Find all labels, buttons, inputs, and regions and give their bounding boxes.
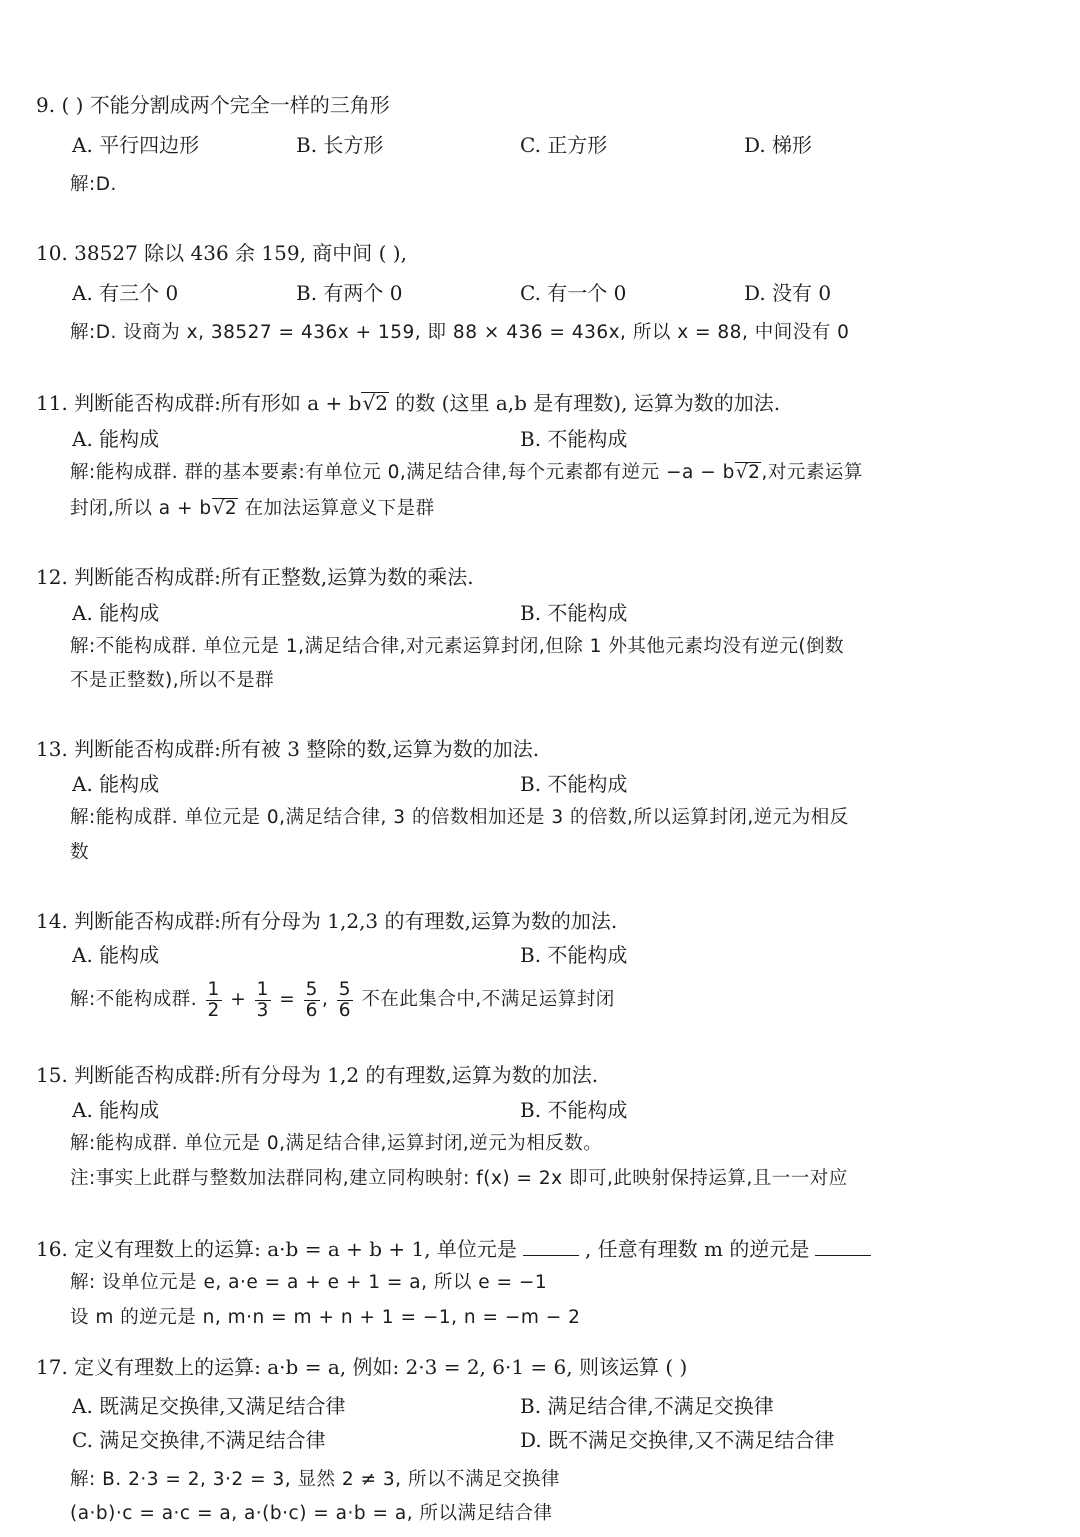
question-17-option-b: B. 满足结合律,不满足交换律 xyxy=(520,1394,774,1418)
numerator: 1 xyxy=(256,978,269,1000)
fraction-one-third xyxy=(255,980,271,1021)
sqrt-symbol: √2 xyxy=(735,462,761,483)
question-12-option-b: B. 不能构成 xyxy=(520,601,628,625)
question-17-option-c: C. 满足交换律,不满足结合律 xyxy=(72,1428,326,1452)
answer-blank-2 xyxy=(815,1237,871,1256)
solution-text: 解:能构成群. 群的基本要素:有单位元 0,满足结合律,每个元素都有逆元 −a − b xyxy=(70,462,735,483)
question-10-option-a: A. 有三个 0 xyxy=(72,281,179,305)
question-15-solution: 解:能构成群. 单位元是 0,满足结合律,运算封闭,逆元为相反数。 xyxy=(70,1133,603,1154)
sqrt-symbol: √2 xyxy=(212,498,238,519)
question-14-option-a: A. 能构成 xyxy=(72,943,160,967)
sqrt-radicand: 2 xyxy=(748,462,761,483)
question-14-stem: 14. 判断能否构成群:所有分母为 1,2,3 的有理数,运算为数的加法. xyxy=(36,909,618,933)
question-16-stem xyxy=(36,1234,877,1264)
answer-blank-1 xyxy=(523,1237,579,1256)
sqrt-radicand: 2 xyxy=(224,498,238,519)
numerator: 1 xyxy=(207,978,220,1000)
denominator: 3 xyxy=(256,999,269,1021)
plus-sign: + xyxy=(230,989,247,1010)
question-12-solution-line-1: 解:不能构成群. 单位元是 1,满足结合律,对元素运算封闭,但除 1 外其他元素均没有逆元(倒数 xyxy=(70,636,845,657)
question-14-solution xyxy=(70,978,615,1022)
question-15-note: 注:事实上此群与整数加法群同构,建立同构映射: f(x) = 2x 即可,此映射保持运算,且一一对应 xyxy=(70,1168,848,1189)
question-16-solution-line-2: 设 m 的逆元是 n, m·n = m + n + 1 = −1, n = −m − 2 xyxy=(70,1307,581,1328)
fraction-five-sixths xyxy=(304,980,320,1021)
denominator: 6 xyxy=(305,999,318,1021)
question-9-option-b: B. 长方形 xyxy=(296,133,384,157)
question-15-stem: 15. 判断能否构成群:所有分母为 1,2 的有理数,运算为数的加法. xyxy=(36,1063,599,1087)
question-16-stem-part-b: , 任意有理数 m 的逆元是 xyxy=(584,1237,810,1261)
question-16-stem-part-a: 16. 定义有理数上的运算: a·b = a + b + 1, 单位元是 xyxy=(36,1237,517,1261)
question-9-stem: 9. ( ) 不能分割成两个完全一样的三角形 xyxy=(36,93,390,117)
numerator: 5 xyxy=(338,978,352,1000)
question-13-option-a: A. 能构成 xyxy=(72,772,160,796)
question-17-solution-line-2: (a·b)·c = a·c = a, a·(b·c) = a·b = a, 所以满足结合律 xyxy=(70,1503,553,1524)
question-11-solution-line-2 xyxy=(70,494,435,524)
question-11-stem-part-a: 11. 判断能否构成群:所有形如 a + b xyxy=(36,391,362,415)
question-9-solution: 解:D. xyxy=(70,174,117,195)
fraction-one-half xyxy=(206,980,222,1021)
solution-text: 封闭,所以 a + b xyxy=(70,498,212,519)
question-13-stem: 13. 判断能否构成群:所有被 3 整除的数,运算为数的加法. xyxy=(36,737,540,761)
question-10-option-b: B. 有两个 0 xyxy=(296,281,403,305)
sqrt-radicand: 2 xyxy=(375,391,388,415)
sqrt-symbol: √2 xyxy=(362,391,388,415)
question-17-stem: 17. 定义有理数上的运算: a·b = a, 例如: 2·3 = 2, 6·1 = 6, 则该运算 ( ) xyxy=(36,1355,688,1379)
question-13-solution-line-2: 数 xyxy=(70,842,90,863)
comma: , xyxy=(321,989,329,1010)
question-15-option-a: A. 能构成 xyxy=(72,1098,160,1122)
question-10-solution: 解:D. 设商为 x, 38527 = 436x + 159, 即 88 × 436 = 436x, 所以 x = 88, 中间没有 0 xyxy=(70,322,850,343)
denominator: 6 xyxy=(338,999,352,1021)
question-15-option-b: B. 不能构成 xyxy=(520,1098,628,1122)
solution-text: 解:不能构成群. xyxy=(70,989,198,1010)
question-11-stem xyxy=(36,388,780,418)
question-9-option-d: D. 梯形 xyxy=(744,133,813,157)
question-12-option-a: A. 能构成 xyxy=(72,601,160,625)
solution-text: ,对元素运算 xyxy=(761,462,863,483)
equals-sign: = xyxy=(279,989,296,1010)
question-11-option-b: B. 不能构成 xyxy=(520,427,628,451)
denominator: 2 xyxy=(207,999,220,1021)
solution-text: 不在此集合中,不满足运算封闭 xyxy=(361,989,615,1010)
question-11-option-a: A. 能构成 xyxy=(72,427,160,451)
question-17-option-d: D. 既不满足交换律,又不满足结合律 xyxy=(520,1428,835,1452)
question-14-option-b: B. 不能构成 xyxy=(520,943,628,967)
question-9-option-c: C. 正方形 xyxy=(520,133,608,157)
question-12-solution-line-2: 不是正整数),所以不是群 xyxy=(70,670,275,691)
question-10-option-c: C. 有一个 0 xyxy=(520,281,627,305)
question-16-solution-line-1: 解: 设单位元是 e, a·e = a + e + 1 = a, 所以 e = −1 xyxy=(70,1272,548,1293)
fraction-five-sixths-2 xyxy=(337,980,353,1021)
question-17-solution-line-1: 解: B. 2·3 = 2, 3·2 = 3, 显然 2 ≠ 3, 所以不满足交换律 xyxy=(70,1469,560,1490)
question-9-option-a: A. 平行四边形 xyxy=(72,133,200,157)
question-11-solution-line-1 xyxy=(70,458,863,488)
solution-text: 在加法运算意义下是群 xyxy=(238,498,435,519)
question-17-option-a: A. 既满足交换律,又满足结合律 xyxy=(72,1394,346,1418)
question-10-option-d: D. 没有 0 xyxy=(744,281,832,305)
question-11-stem-part-b: 的数 (这里 a,b 是有理数), 运算为数的加法. xyxy=(388,391,781,415)
question-13-solution-line-1: 解:能构成群. 单位元是 0,满足结合律, 3 的倍数相加还是 3 的倍数,所以运算封闭,逆元为相反 xyxy=(70,807,849,828)
numerator: 5 xyxy=(305,978,318,1000)
question-13-option-b: B. 不能构成 xyxy=(520,772,628,796)
question-12-stem: 12. 判断能否构成群:所有正整数,运算为数的乘法. xyxy=(36,565,474,589)
question-10-stem: 10. 38527 除以 436 余 159, 商中间 ( ), xyxy=(36,241,407,265)
